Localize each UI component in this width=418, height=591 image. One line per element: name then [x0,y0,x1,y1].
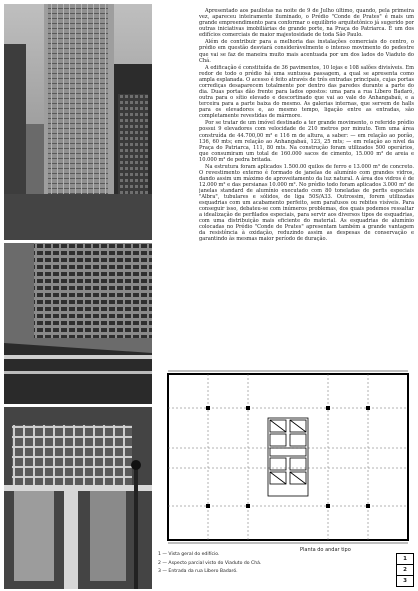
photo-building-general-view [4,4,152,240]
article-paragraph: Além de contribuir para a melhoria das instalações comerciais do centro, o prédio em questão desviará consideràvelmente o intenso movimento do pedestre que vai se faz de maneira muito mais acentuada por um dos lados do Viaduto do Chá. [199,39,414,64]
figure-number-3: 3 [396,576,414,587]
photo-captions [158,551,390,577]
article-paragraph: Por se tratar de um imóvel destinado a ter grande movimento, o referido prédio possui 9 elevadores com velocidade de 210 metros por minuto. Tem uma área construída de 44.700,00 m² e 116 m de altura, a saber: — em relação ao porão, 136, 60 mts; em relação ao Anhangabaú, 123, 25 mts; — em relação ao nível da Praça do Patriarca, 111, 80 mts. Na construção foram utilizados 500 operários, que consumiram um total de 160.000 sacos de cimento, 15.000 m³ de areia e 10.000 m³ de pedra britada. [199,120,414,163]
article-paragraph: Apresentado aos paulistas na noite de 9 de Julho último, quando, pela primeira vez, apareceu inteiramente iluminado, o Prédio "Conde de Prates" é mais um grande empreendimento para conformar o equilíbrio arquitetônico já sugerido por outras iniciativas imobiliárias de grande porte, na Praça do Patriarca. É um dos edifícios comerciais de maior majestosidade de toda São Paulo. [199,8,414,39]
photo-view-from-viaduto [4,243,152,404]
entrance-illustration [4,407,152,589]
caption-2: 2 — Aspecto parcial visto do Viaduto do Chá. [158,560,262,566]
caption-3: 3 — Entrada da rua Líbero Badaró. [158,569,238,575]
caption-1: 1 — Vista geral do edifício. [158,552,220,557]
article-paragraph: A edificação é constituída de 36 pavimentos, 10 lojas e 108 salões divisíveis. Em redor de todo o prédio há uma suntuosa passagem, a qual se apresenta como ampla esplanada. O acesso é feito através de três entradas principais, cujas portas corrediças desaparecem totalmente por dentro das paredes durante a parte do dia. Duas portas dão frente para lados opostos: uma para a rua Líbero Badaró, outra para o sítio elevado e descortinado que vai ao vale do Anhangabaú, e a terceira para a parte baixa do mesmo. As galerias internas, que servem de halls para os elevadores e, ao mesmo tempo, ligação entre as entradas, são completamente revestidas de mármore. [199,64,414,120]
article-text [199,8,414,366]
viaduct-illustration [4,243,152,404]
floor-plan [162,368,414,546]
floor-plan-title: Planta do andar tipo [300,547,351,553]
figure-number-2: 2 [396,565,414,576]
figure-number-1: 1 [396,553,414,565]
photo-entrance-libero-badaro [4,407,152,589]
article-paragraph: Na estrutura foram aplicados 1.500.00 quilos de ferro e 13.000 m³ de concreto. O revestimento externo é formado de janelas de alumínio com grandes vidros, dando assim um máximo de aproveitamento da luz natural. A área dos vidros é de 12.000 m² e das persianas 10.000 m². No prédio todo foram aplicados 3.000 m² de janelas standard de alumínio executado com 80 toneladas de perfis especiais "Albra", tubulares e sólidos, de liga 50S/A33. Outrossim, forem utilizadas esquadrias com um acabamento perfeito, sem parafusos ou rebites visíveis. Para conseguir isso, debateu-se com inúmeros problemas, dos quais podemos ressaltar a idealização de perfilados especiais, para servir aos diversos tipos de esquadrias, com uma distribuição mais eficiente do material. As esquadrias de alumínio colocadas no Prédio "Conde de Prates" apresentam também a grande vantagem da resistência à oxidação, reduzindo assim as despesas de conservação e garantindo às mesmas maior período de duração. [199,163,414,243]
building-tower-illustration [4,4,152,240]
figure-number-key [396,553,414,587]
floor-plan-drawing [162,368,414,546]
